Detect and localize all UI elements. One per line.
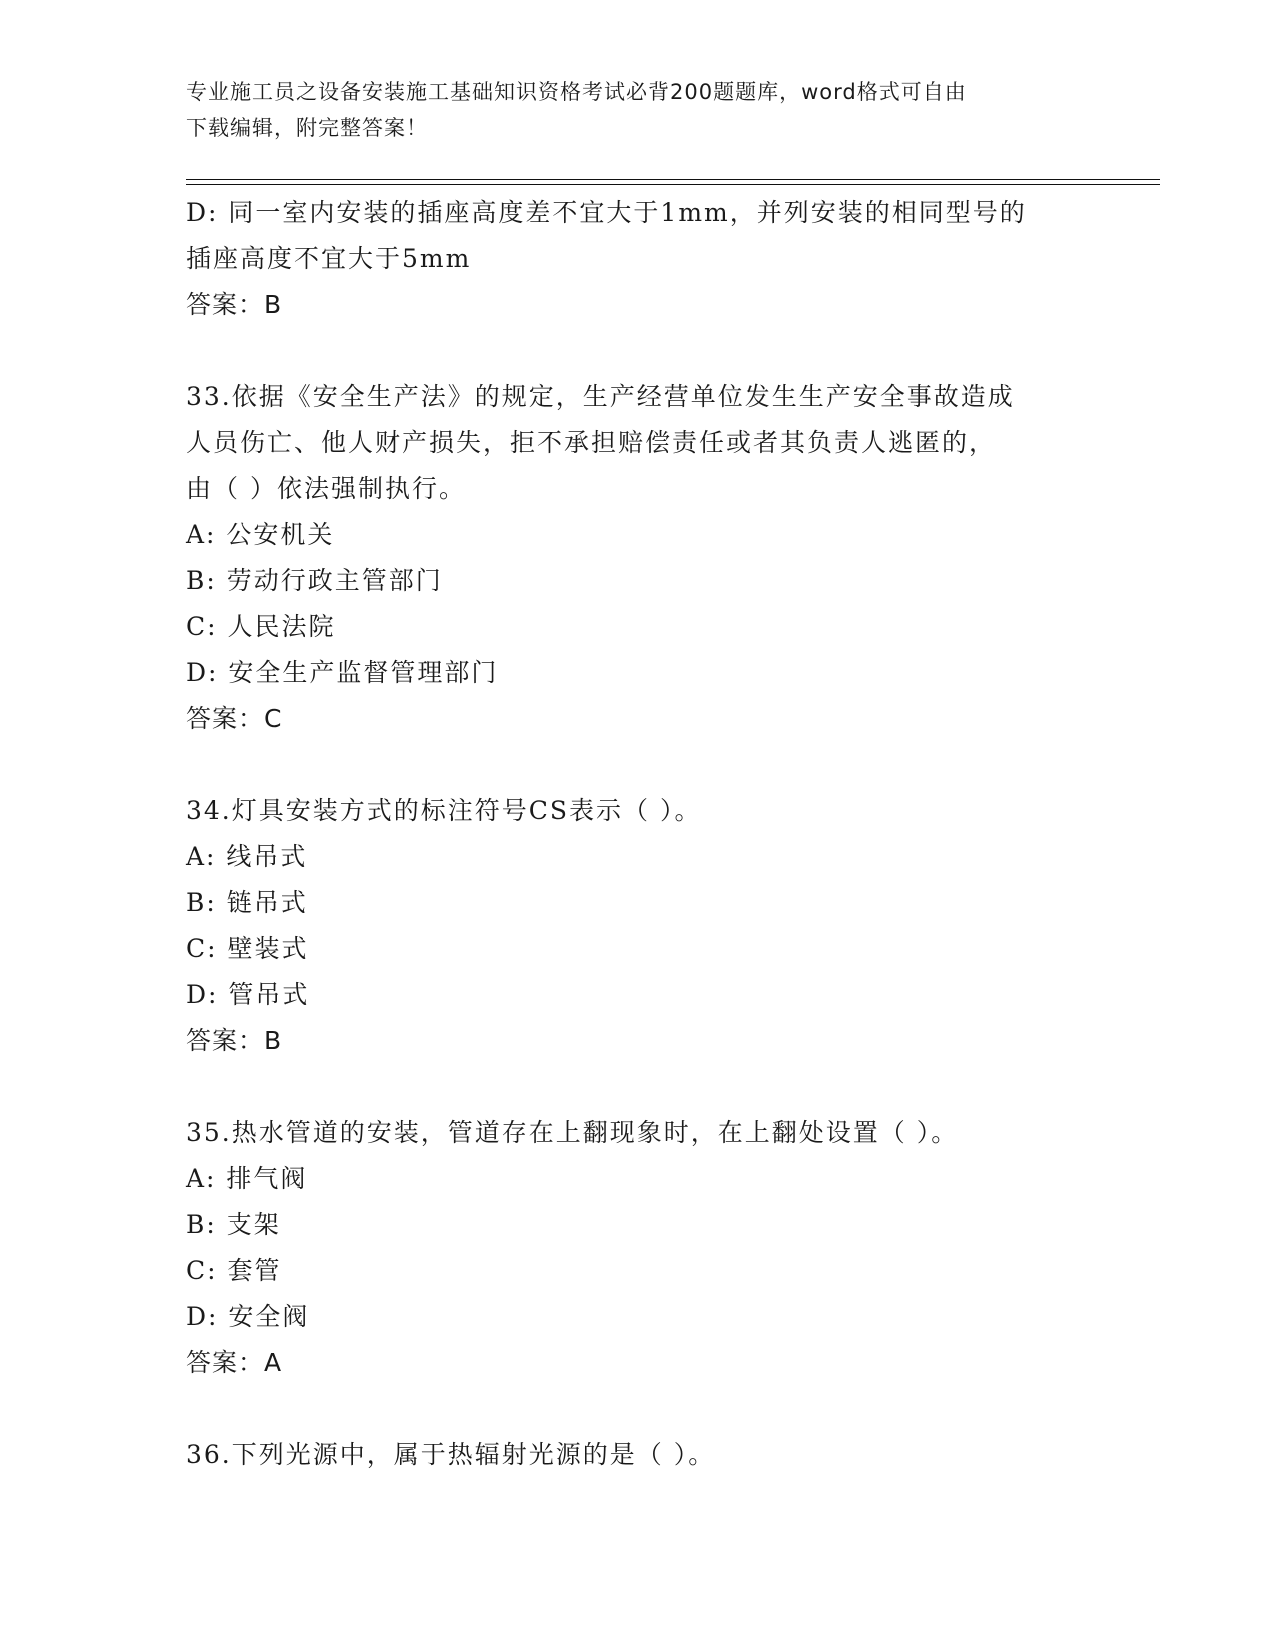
header-rule-top [186, 179, 1160, 180]
question-stem: 35.热水管道的安装，管道存在上翻现象时，在上翻处设置（ ）。 [186, 1118, 959, 1147]
question-content [186, 190, 1086, 1478]
document-header [186, 74, 1066, 146]
header-line-1: 专业施工员之设备安装施工基础知识资格考试必背200题题库，word格式可自由 [186, 80, 967, 104]
option-b: B: 支架 [186, 1210, 281, 1239]
answer-label: 答案：C [186, 704, 283, 733]
question-35 [186, 1110, 1086, 1386]
option-d: D: 安全阀 [186, 1302, 310, 1331]
option-a: A: 公安机关 [186, 520, 335, 549]
option-b: B: 劳动行政主管部门 [186, 566, 443, 595]
option-b: B: 链吊式 [186, 888, 308, 917]
question-36 [186, 1432, 1086, 1478]
header-line-2: 下载编辑，附完整答案！ [186, 116, 428, 140]
question-34 [186, 788, 1086, 1064]
question-33 [186, 374, 1086, 742]
option-d: D: 安全生产监督管理部门 [186, 658, 499, 687]
option-d-continued: 插座高度不宜大于5mm [186, 244, 472, 273]
option-c: C: 壁装式 [186, 934, 309, 963]
question-stem-line-2: 人员伤亡、他人财产损失，拒不承担赔偿责任或者其负责人逃匿的， [186, 428, 997, 457]
question-stem: 33.依据《安全生产法》的规定，生产经营单位发生生产安全事故造成 [186, 382, 1015, 411]
answer-label: 答案：A [186, 1348, 283, 1377]
option-c: C: 人民法院 [186, 612, 336, 641]
option-d: D: 管吊式 [186, 980, 310, 1009]
option-a: A: 排气阀 [186, 1164, 308, 1193]
answer-label: 答案：B [186, 1026, 283, 1055]
question-32-tail [186, 190, 1086, 328]
header-rule-bottom [186, 184, 1160, 185]
question-stem: 34.灯具安装方式的标注符号CS表示（ ）。 [186, 796, 702, 825]
question-stem: 36.下列光源中，属于热辐射光源的是（ ）。 [186, 1440, 716, 1469]
option-a: A: 线吊式 [186, 842, 308, 871]
option-d: D: 同一室内安装的插座高度差不宜大于1mm，并列安装的相同型号的 [186, 198, 1027, 227]
question-stem-line-3: 由（ ）依法强制执行。 [186, 474, 466, 503]
answer-label: 答案：B [186, 290, 283, 319]
option-c: C: 套管 [186, 1256, 282, 1285]
